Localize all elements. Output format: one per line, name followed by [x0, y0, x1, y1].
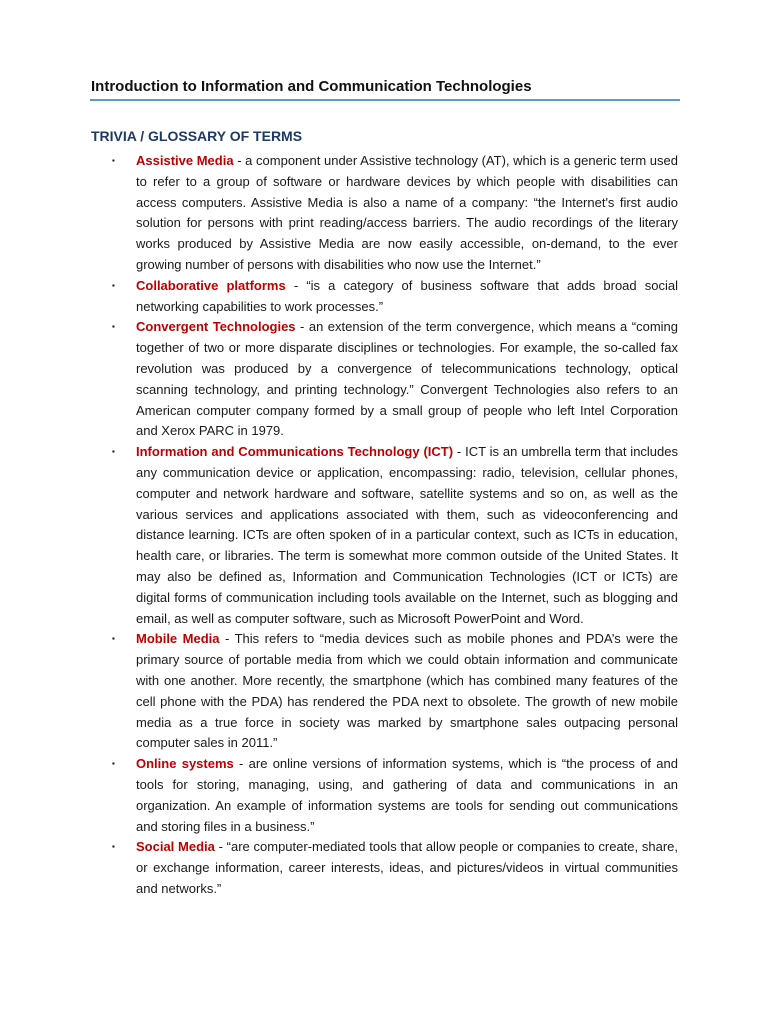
glossary-definition: - This refers to “media devices such as mobile phones and PDA’s were the primary source of portable media from which we could obtain information and communicate with one another. More recently, the smartphone (which has combined many features of the cell phone with the PDA) has rendered the PDA next to obsolete. The growth of new mobile media as a true force in society was marked by smartphone sales outpacing personal computer sales in 2011.”: [136, 631, 678, 751]
bullet-icon: ▪: [112, 322, 115, 332]
glossary-item-ict: [112, 442, 678, 629]
glossary-term: Collaborative platforms: [136, 277, 286, 293]
glossary-term: Social Media: [136, 839, 215, 855]
glossary-definition: - an extension of the term convergence, which means a “coming together of two or more disparate disciplines or technologies. For example, the so-called fax revolution was produced by a convergence of telecommunications technology, optical scanning technology, and printing technology.” Convergent Technologies also refers to an American computer company formed by a small group of people who left Intel Corporation and Xerox PARC in 1979.: [136, 319, 678, 439]
glossary-term: Assistive Media: [136, 153, 234, 168]
glossary-definition: - “is a category of business software that adds broad social networking capabilities to work processes.”: [136, 277, 678, 314]
glossary-definition: - a component under Assistive technology (AT), which is a generic term used to refer to a group of software or hardware devices by which people with disabilities can access computers. Assistive Media is also a name of a company: “the Internet's first audio solution for persons with print reading/access barriers. The audio recordings of the literary works produced by Assistive Media are now easily accessible, on-demand, to the ever growing number of persons with disabilities who now use the Internet.”: [136, 153, 679, 272]
glossary-item-online-systems: [112, 754, 678, 837]
glossary-definition: - “are computer-mediated tools that allow people or companies to create, share, or exchange information, career interests, ideas, and pictures/videos in virtual communities and networks.”: [136, 839, 678, 896]
glossary-item-mobile-media: [112, 629, 678, 754]
glossary-term: Convergent Technologies: [136, 319, 296, 335]
bullet-icon: ▪: [112, 156, 115, 165]
glossary-term: Mobile Media: [136, 631, 220, 647]
bullet-icon: ▪: [112, 280, 115, 290]
glossary-item-social-media: [112, 837, 678, 899]
document-title: Introduction to Information and Communication Technologies: [91, 78, 532, 95]
bullet-icon: ▪: [112, 842, 115, 852]
glossary-term: Online systems: [136, 756, 234, 772]
bullet-icon: ▪: [112, 759, 115, 769]
bullet-icon: ▪: [112, 447, 115, 457]
section-heading: TRIVIA / GLOSSARY OF TERMS: [91, 128, 303, 144]
glossary-definition: - are online versions of information systems, which is “the process of and tools for storing, managing, using, and gathering of data and communications in an organization. An example of information systems are tools for sending out communications and storing files in a business.”: [136, 756, 678, 834]
glossary-list: [112, 151, 678, 900]
bullet-icon: ▪: [112, 634, 115, 644]
title-underline: [90, 99, 680, 101]
glossary-definition: - ICT is an umbrella term that includes any communication device or application, encompassing: radio, television, cellular phones, computer and network hardware and software, satellite systems and so on, as well as the various services and applications associated with them, such as videoconferencing and distance learning. ICTs are often spoken of in a particular context, such as ICTs in education, health care, or libraries. The term is somewhat more common outside of the United States. It may also be defined as, Information and Communication Technologies (ICT or ICTs) are digital forms of communication including tools available on the Internet, such as blogging and email, as well as computer software, such as Microsoft PowerPoint and Word.: [136, 444, 679, 626]
glossary-term: Information and Communications Technology (ICT): [136, 444, 454, 460]
glossary-item-assistive-media: [112, 151, 678, 276]
glossary-item-convergent-technologies: [112, 317, 678, 442]
glossary-item-collaborative-platforms: [112, 276, 678, 318]
